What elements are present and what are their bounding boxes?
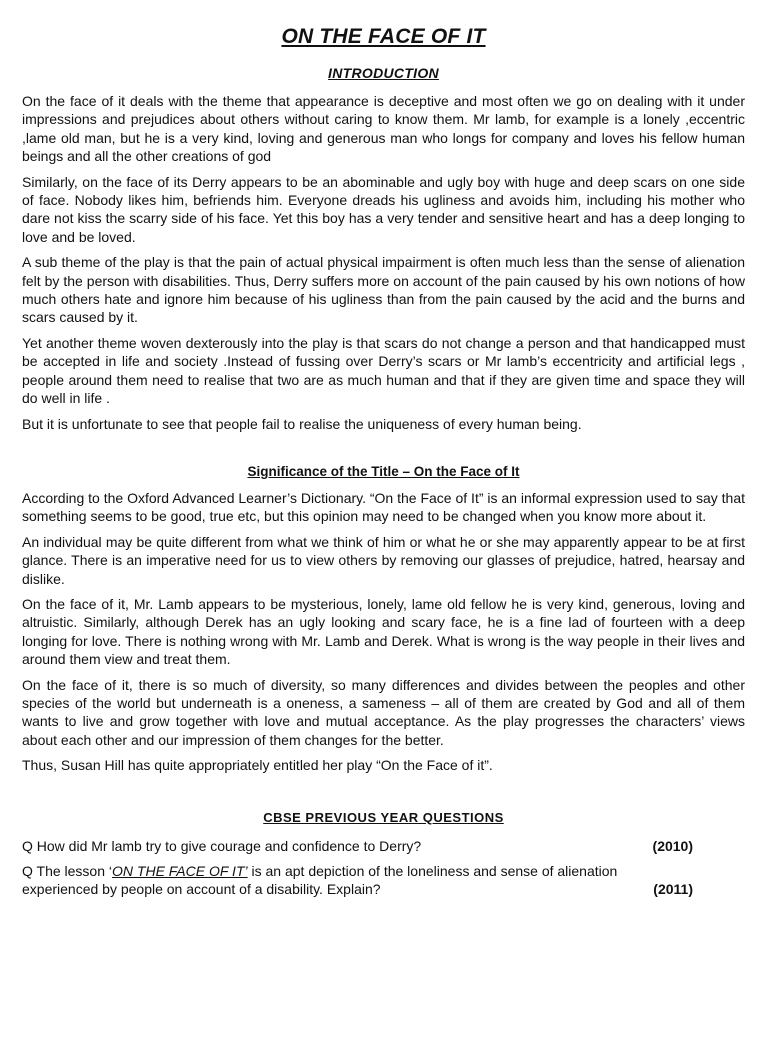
- question-item-2: [22, 862, 745, 899]
- significance-paragraph-3: On the face of it, Mr. Lamb appears to be mysterious, lonely, lame old fellow he is very kind, generous, loving and altruistic. Similarly, although Derek has an ugly looking and scary face, he is a fine lad of fourteen with a deep longing for love. There is nothing wrong with Mr. Lamb and Derek. What is wrong is the way people in their lives and around them view and treat them.: [22, 595, 745, 668]
- document-page: [0, 24, 768, 1048]
- introduction-heading: INTRODUCTION: [328, 65, 439, 81]
- significance-paragraph-5: Thus, Susan Hill has quite appropriately entitled her play “On the Face of it”.: [22, 757, 493, 774]
- document-title: ON THE FACE OF IT: [281, 25, 486, 48]
- intro-paragraph-5: But it is unfortunate to see that people fail to realise the uniqueness of every human being.: [22, 415, 582, 432]
- intro-paragraph-2: Similarly, on the face of its Derry appears to be an abominable and ugly boy with huge and deep scars on one side of face. Nobody likes him, befriends him. Everyone dreads his ugliness and avoids him, including his mother who dare not kiss the scarry side of his face. Yet this boy has a very tender and sensitive heart and has a deep longing to love and be loved.: [22, 173, 745, 245]
- question-2-text: [22, 863, 617, 897]
- intro-paragraph-1: On the face of it deals with the theme that appearance is deceptive and most often we go on dealing with it under impressions and prejudices about others without caring to know them. Mr lamb, for example is a lonely ,eccentric ,lame old man, but he is a very kind, loving and generous man who longs for company and loves his fellow human beings and all the other creations of god: [22, 93, 745, 165]
- questions-heading: CBSE PREVIOUS YEAR QUESTIONS: [263, 809, 504, 825]
- question-1-text: Q How did Mr lamb try to give courage and confidence to Derry?: [22, 837, 422, 854]
- question-item-1: [22, 837, 745, 855]
- significance-paragraph-4: On the face of it, there is so much of diversity, so many differences and divides between the peoples and other species of the world but underneath is a oneness, a sameness – all of them are created by God and all of them wants to live and grow together with love and mutual acceptance. As the play progresses the characters’ views about each other and our impression of them changes for the better.: [22, 676, 745, 748]
- intro-paragraph-4: Yet another theme woven dexterously into the play is that scars do not change a person and that handicapped must be accepted in life and society .Instead of fussing over Derry’s scars or Mr lamb’s eccentricity and artificial legs , people around them need to realise that two are as much human and that if they are given time and space they will do well in life .: [22, 334, 745, 407]
- question-2-prefix: Q The lesson ‘: [22, 863, 113, 879]
- significance-paragraph-1: According to the Oxford Advanced Learner’s Dictionary. “On the Face of It” is an informal expression used to say that something seems to be good, true etc, but this opinion may need to be changed when you know more about it.: [22, 489, 745, 525]
- question-2-suffix: is an apt depiction of the loneliness and sense of alienation experienced by people on account of a disability. Explain?: [22, 863, 618, 898]
- question-2-emphasis: ON THE FACE OF IT’: [112, 863, 248, 879]
- significance-paragraph-2: An individual may be quite different from what we think of him or what he or she may apparently appear to be at first glance. There is an imperative need for us to view others by removing our glasses of prejudice, hatred, hearsay and dislike.: [22, 533, 745, 587]
- significance-heading: Significance of the Title – On the Face of It: [247, 463, 520, 479]
- intro-paragraph-3: A sub theme of the play is that the pain of actual physical impairment is often much less than the sense of alienation felt by the person with disabilities. Thus, Derry suffers more on account of the pain caused by his own notions of how much others hate and ignore him because of his ugliness than from the pain caused by the acid and the burns and scars caused by it.: [22, 254, 745, 326]
- question-2-year: (2011): [653, 881, 693, 898]
- question-1-year: (2010): [652, 837, 693, 854]
